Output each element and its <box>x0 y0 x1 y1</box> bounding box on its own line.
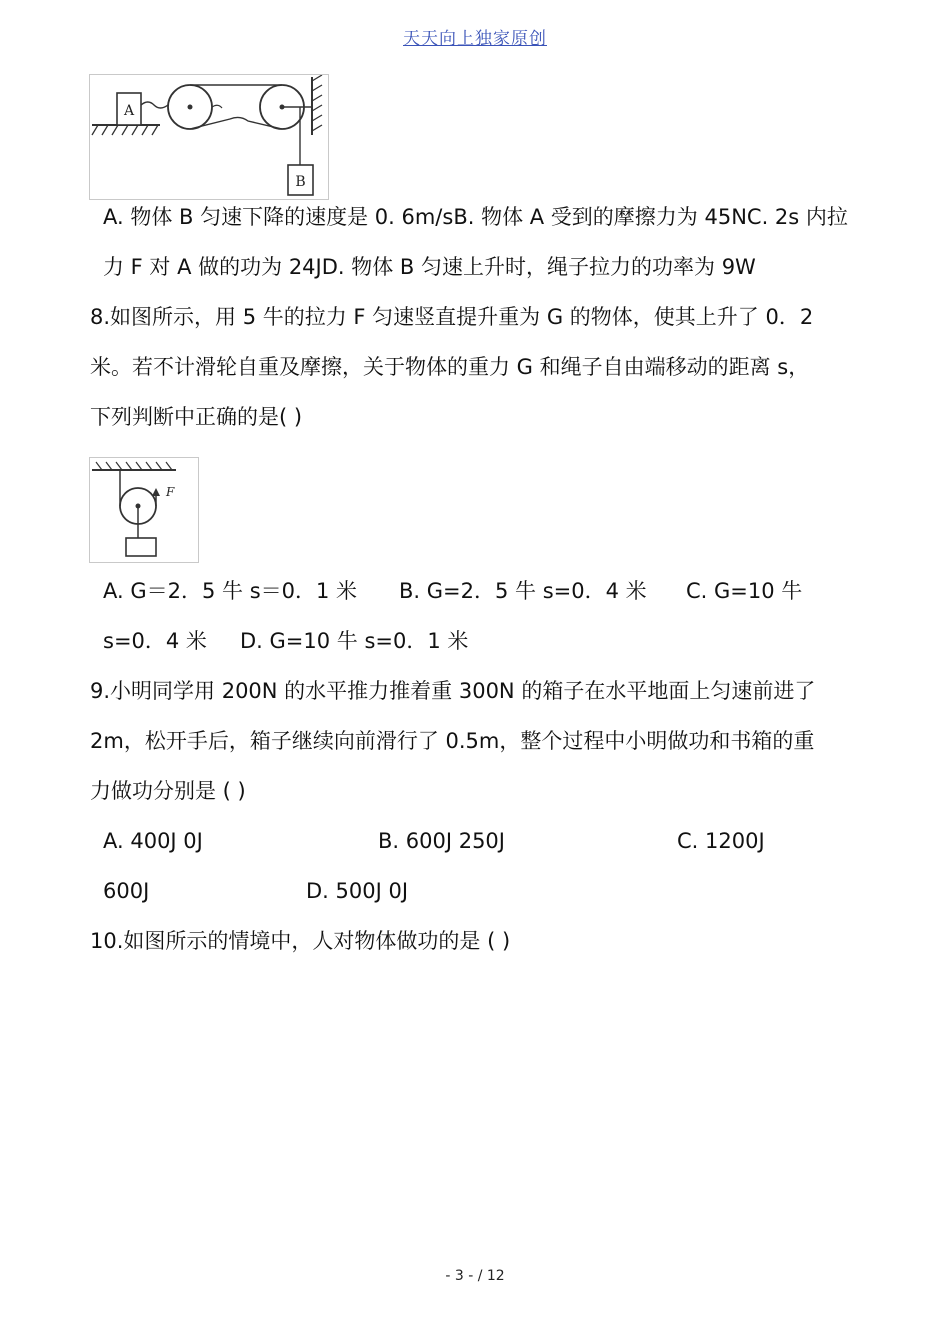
q8-option-d: D. G=10 牛 s=0．1 米 <box>240 629 469 653</box>
pulley-diagram-2 <box>89 457 199 563</box>
q9-option-b: B. 600J 250J <box>378 829 505 853</box>
q10-stem-line1: 10.如图所示的情境中，人对物体做功的是 ( ) <box>90 929 511 953</box>
q9-stem-line3: 力做功分别是 ( ) <box>90 779 246 803</box>
block-a-label: A <box>123 103 135 119</box>
pulley-diagram-2-svg <box>90 458 198 562</box>
q9-option-c: C. 1200J <box>677 829 765 853</box>
q9-option-a: A. 400J 0J <box>103 829 203 853</box>
q9-option-d: D. 500J 0J <box>306 879 409 903</box>
q8-option-c-cont: s=0．4 米 <box>103 629 207 653</box>
q7-options-line2: 力 F 对 A 做的功为 24JD. 物体 B 匀速上升时，绳子拉力的功率为 9W <box>103 255 756 279</box>
page-number: - 3 - / 12 <box>445 1268 505 1284</box>
q8-stem-line3: 下列判断中正确的是( ) <box>90 405 303 429</box>
force-f-label: F <box>166 485 175 499</box>
q8-option-c: C. G=10 牛 <box>686 579 803 603</box>
q7-options-line1: A. 物体 B 匀速下降的速度是 0. 6m/sB. 物体 A 受到的摩擦力为 45NC. 2s 内拉 <box>103 205 848 229</box>
q8-option-b: B. G=2．5 牛 s=0．4 米 <box>399 579 647 603</box>
block-b-label: B <box>295 174 306 190</box>
q8-stem-line1: 8.如图所示，用 5 牛的拉力 F 匀速竖直提升重为 G 的物体，使其上升了 0．2 <box>90 305 814 329</box>
q9-stem-line2: 2m，松开手后，箱子继续向前滑行了 0.5m，整个过程中小明做功和书箱的重 <box>90 729 815 753</box>
pulley-diagram-1-svg <box>90 75 328 199</box>
q9-stem-line1: 9.小明同学用 200N 的水平推力推着重 300N 的箱子在水平地面上匀速前进了 <box>90 679 816 703</box>
q8-stem-line2: 米。若不计滑轮自重及摩擦，关于物体的重力 G 和绳子自由端移动的距离 s， <box>90 355 810 379</box>
q9-option-c-cont: 600J <box>103 879 150 903</box>
page-header-title: 天天向上独家原创 <box>403 29 547 49</box>
q8-option-a: A. G＝2．5 牛 s＝0．1 米 <box>103 579 358 603</box>
pulley-diagram-1 <box>89 74 329 200</box>
